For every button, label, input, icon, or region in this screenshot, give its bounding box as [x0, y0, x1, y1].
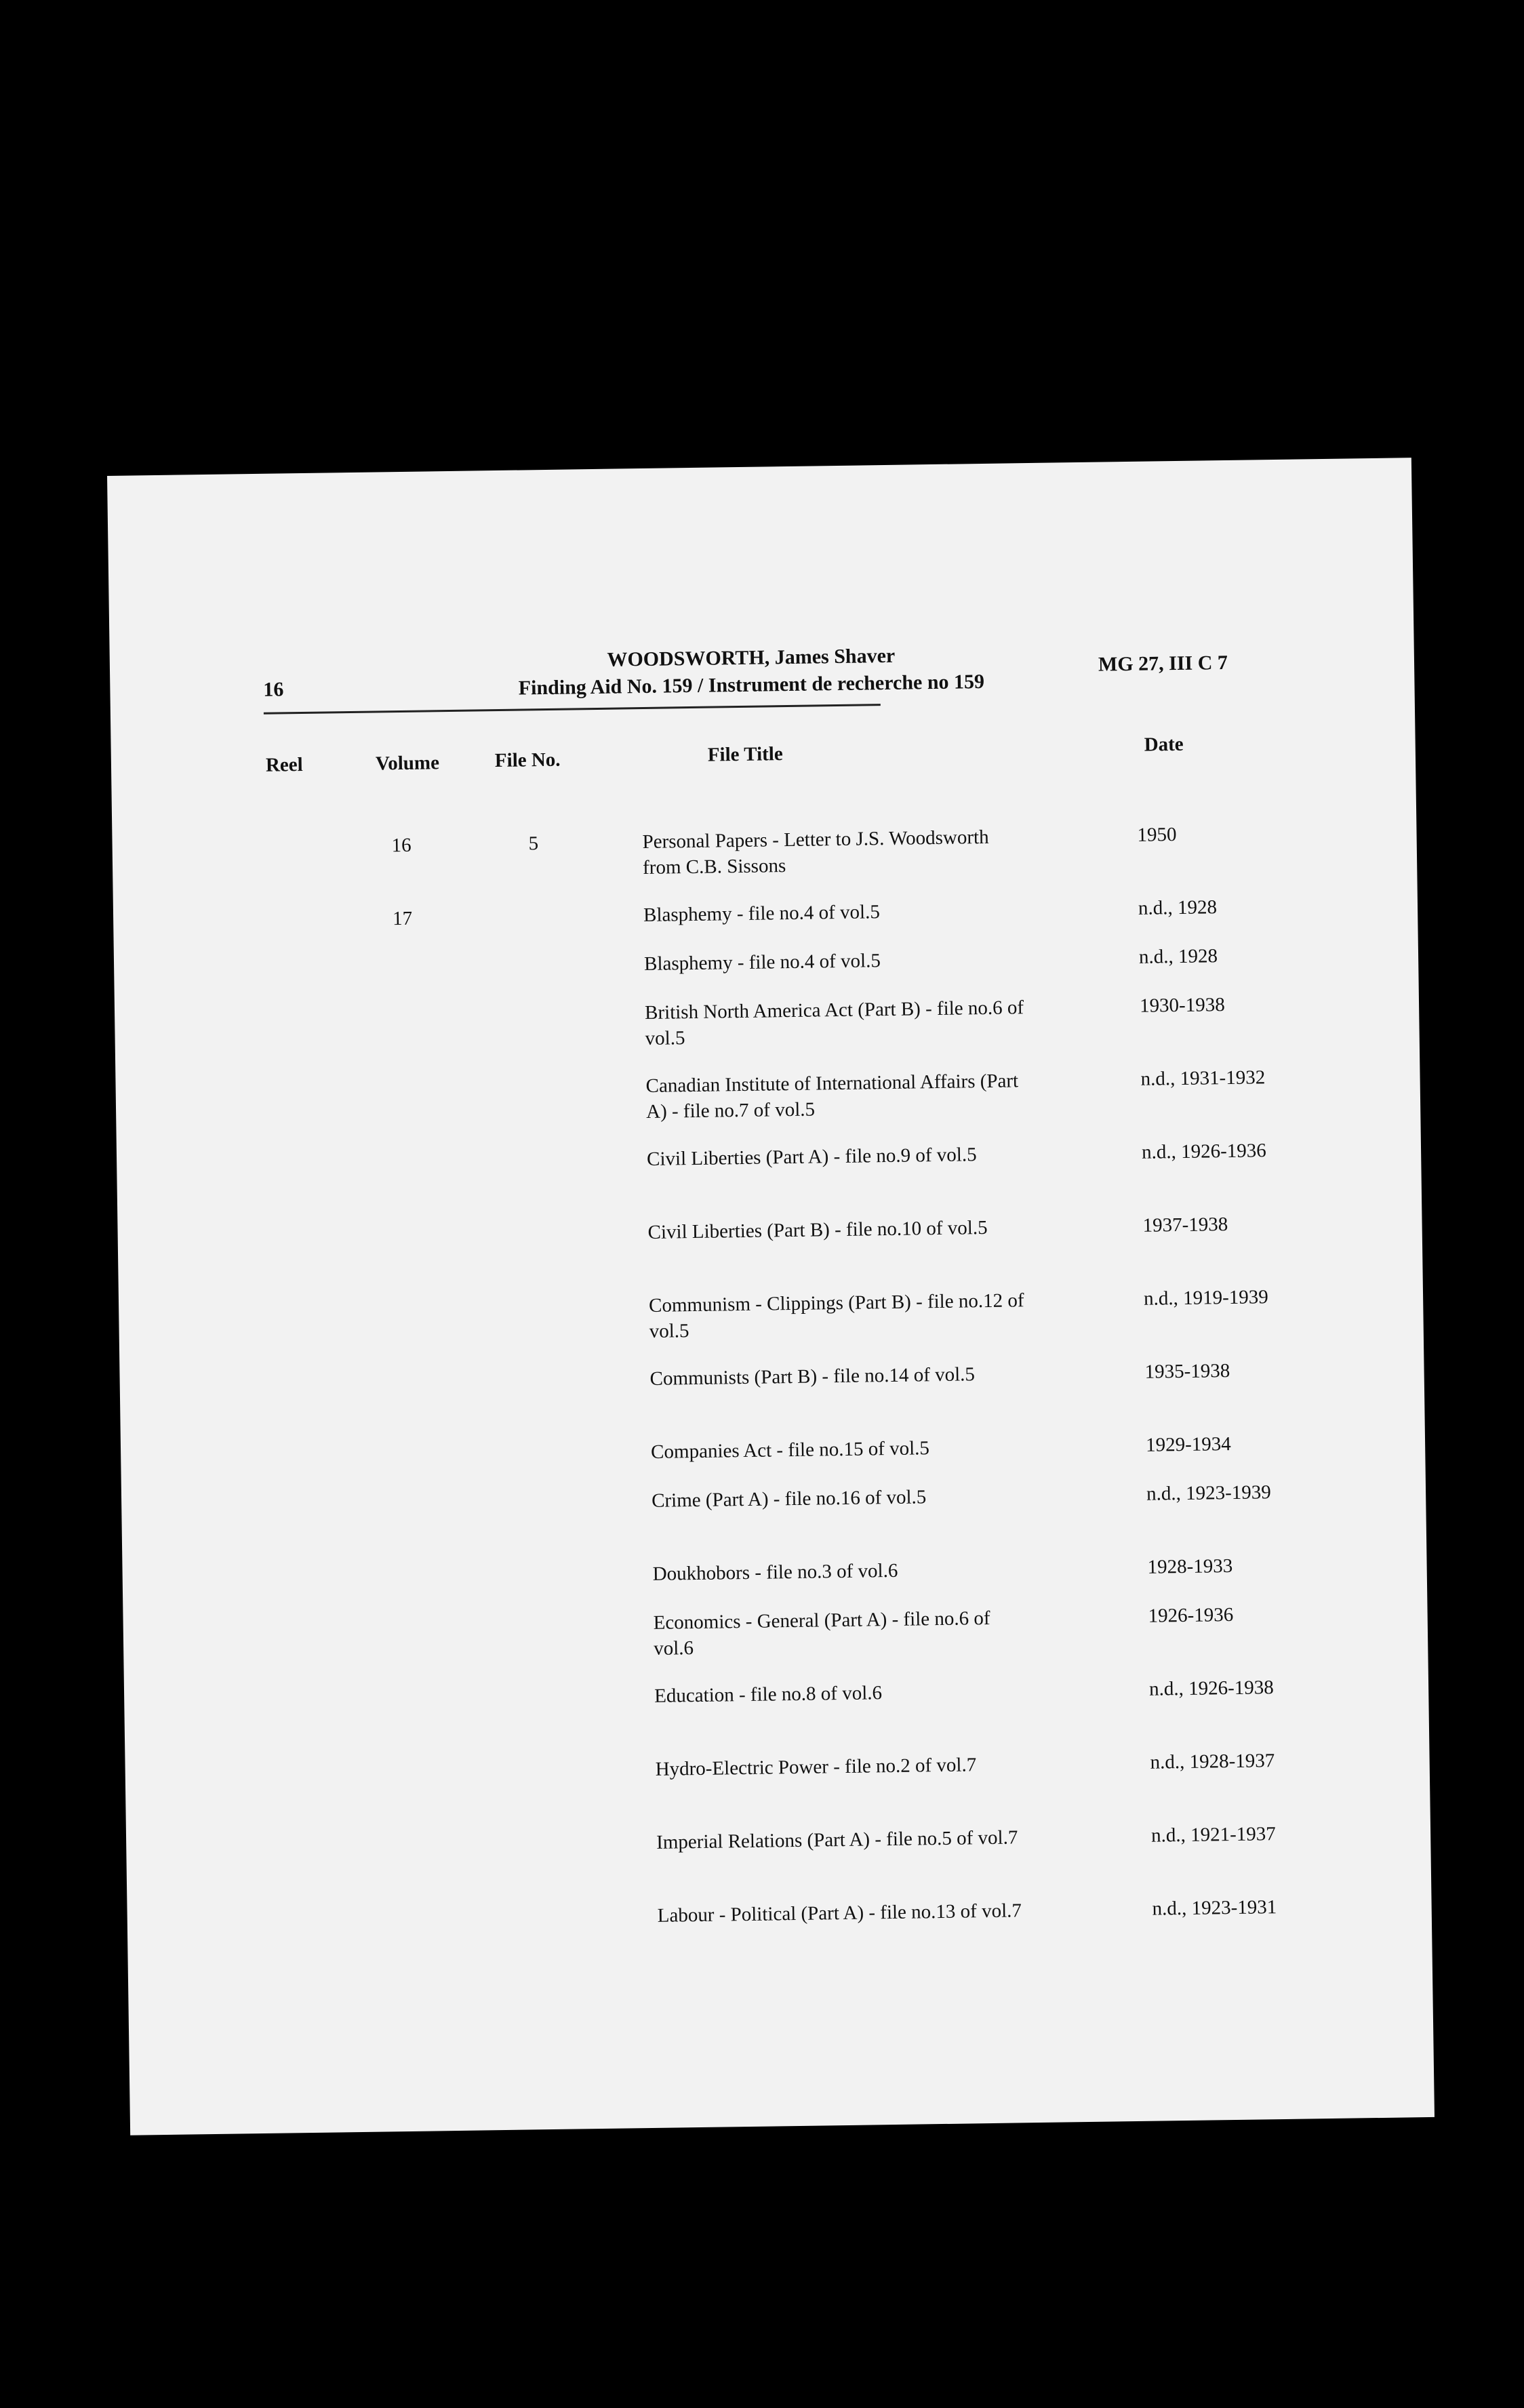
- row-file-title: Crime (Part A) - file no.16 of vol.5: [651, 1486, 927, 1512]
- row-file-title: Labour - Political (Part A) - file no.13 of vol.7: [657, 1900, 1022, 1927]
- row-file-title: Doukhobors - file no.3 of vol.6: [652, 1559, 898, 1585]
- row-date: n.d., 1921-1937: [1150, 1823, 1277, 1847]
- row-volume: 17: [392, 907, 413, 930]
- row-date: 1950: [1137, 824, 1177, 846]
- row-file-title: Personal Papers - Letter to J.S. Woodsworth from C.B. Sissons: [642, 826, 989, 879]
- row-file-title: Imperial Relations (Part A) - file no.5 of vol.7: [656, 1826, 1018, 1853]
- row-file-title: Education - file no.8 of vol.6: [654, 1682, 883, 1707]
- page-number: 16: [263, 678, 284, 701]
- row-date: n.d., 1928: [1138, 945, 1218, 968]
- row-file-title: Communists (Part B) - file no.14 of vol.5: [649, 1363, 976, 1390]
- row-file-title: Blasphemy - file no.4 of vol.5: [643, 950, 881, 976]
- archive-reference: MG 27, III C 7: [1098, 651, 1228, 676]
- column-header-date: Date: [1144, 733, 1184, 756]
- row-file-title: Civil Liberties (Part A) - file no.9 of vol.5: [646, 1144, 977, 1170]
- row-file-title: Civil Liberties (Part B) - file no.10 of vol.5: [647, 1216, 988, 1243]
- title-line-1: WOODSWORTH, James Shaver: [607, 644, 896, 671]
- column-header-reel: Reel: [265, 754, 303, 776]
- row-date: n.d., 1926-1936: [1141, 1140, 1266, 1163]
- document-title: [466, 641, 1037, 703]
- row-volume: 16: [391, 834, 412, 857]
- column-header-volume: Volume: [375, 752, 440, 775]
- row-file-title: Companies Act - file no.15 of vol.5: [650, 1437, 930, 1463]
- row-date: n.d., 1931-1932: [1140, 1066, 1266, 1090]
- column-header-file-no: File No.: [494, 748, 561, 772]
- row-date: n.d., 1923-1939: [1146, 1481, 1271, 1505]
- title-line-2: Finding Aid No. 159 / Instrument de recherche no 159: [518, 670, 985, 700]
- row-file-title: Canadian Institute of International Affairs (Part A) - file no.7 of vol.5: [645, 1070, 1019, 1123]
- document-page: [107, 458, 1435, 2135]
- row-date: n.d., 1923-1931: [1152, 1896, 1277, 1920]
- row-date: 1926-1936: [1148, 1603, 1234, 1627]
- row-date: 1930-1938: [1139, 994, 1225, 1017]
- row-file-title: Economics - General (Part A) - file no.6 of vol.6: [653, 1607, 990, 1660]
- row-file-no: 5: [528, 832, 539, 855]
- row-date: 1937-1938: [1142, 1213, 1228, 1237]
- row-date: 1928-1933: [1147, 1554, 1233, 1578]
- column-header-file-title: File Title: [707, 743, 783, 766]
- header-rule: [264, 704, 881, 715]
- row-date: 1935-1938: [1144, 1360, 1230, 1383]
- row-date: n.d., 1928-1937: [1150, 1750, 1275, 1773]
- row-file-title: Blasphemy - file no.4 of vol.5: [643, 901, 881, 927]
- row-date: 1929-1934: [1145, 1432, 1231, 1456]
- row-file-title: Communism - Clippings (Part B) - file no.12 of vol.5: [648, 1289, 1024, 1342]
- row-date: n.d., 1926-1938: [1148, 1677, 1275, 1700]
- row-file-title: Hydro-Electric Power - file no.2 of vol.7: [655, 1754, 977, 1780]
- row-date: n.d., 1919-1939: [1143, 1286, 1268, 1310]
- row-file-title: British North America Act (Part B) - file no.6 of vol.5: [644, 997, 1024, 1049]
- row-date: n.d., 1928: [1138, 896, 1218, 919]
